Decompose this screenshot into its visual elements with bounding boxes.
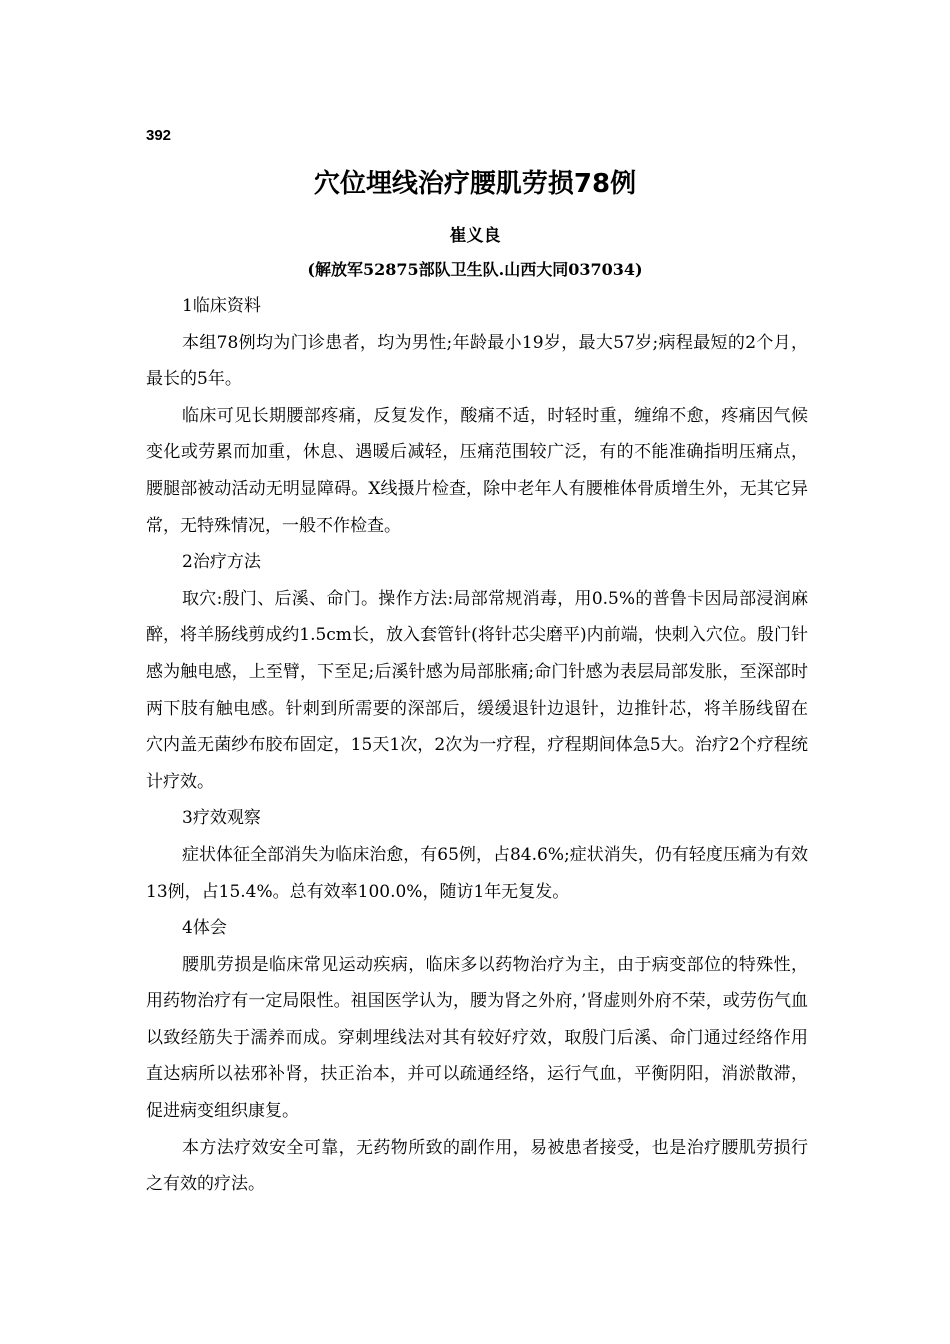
- paragraph: 临床可见长期腰部疼痛，反复发作，酸痛不适，时轻时重，缠绵不愈，疼痛因气候变化或劳累而加重，休息、遇暖后减轻，压痛范围较广泛，有的不能准确指明压痛点，腰腿部被动活动无明显障碍。X线摄片检查，除中老年人有腰椎体骨质增生外，无其它异常，无特殊情况，一般不作检查。: [146, 405, 808, 536]
- section-efficacy-observation: [146, 800, 808, 910]
- section-heading: 4体会: [182, 918, 227, 939]
- page-number: 392: [146, 127, 172, 144]
- section-discussion: [146, 910, 808, 1203]
- paragraph: 本方法疗效安全可靠，无药物所致的副作用，易被患者接受，也是治疗腰肌劳损行之有效的疗法。: [146, 1137, 808, 1195]
- paragraph: 取穴:殷门、后溪、命门。操作方法:局部常规消毒，用0.5%的普鲁卡因局部浸润麻醉，将羊肠线剪成约1.5cm长，放入套管针(将针芯尖磨平)内前端，快刺入穴位。殷门针感为触电感，上至臂，下至足;后溪针感为局部胀痛;命门针感为表层局部发胀，至深部时两下肢有触电感。针刺到所需要的深部后，缓缓退针边退针，边推针芯，将羊肠线留在穴内盖无菌纱布胶布固定，15天1次，2次为一疗程，疗程期间体急5大。治疗2个疗程统计疗效。: [146, 588, 808, 792]
- section-heading: 3疗效观察: [182, 808, 261, 829]
- section-clinical-data: [146, 288, 808, 544]
- article-body: [146, 288, 808, 1203]
- author-name: 崔义良: [449, 226, 501, 246]
- section-heading: 1临床资料: [182, 296, 261, 316]
- paragraph: 本组78例均为门诊患者，均为男性;年龄最小19岁，最大57岁;病程最短的2个月，最长的5年。: [146, 332, 808, 390]
- paragraph: 腰肌劳损是临床常见运动疾病，临床多以药物治疗为主，由于病变部位的特殊性，用药物治疗有一定局限性。祖国医学认为，腰为肾之外府，’肾虚则外府不荣，或劳伤气血以致经筋失于濡养而成。穿刺埋线法对其有较好疗效，取殷门后溪、命门通过经络作用直达病所以祛邪补肾，扶正治本，并可以疏通经络，运行气血，平衡阴阳，消淤散滞，促进病变组织康复。: [146, 954, 808, 1122]
- paragraph: 症状体征全部消失为临床治愈，有65例，占84.6%;症状消失，仍有轻度压痛为有效13例，占15.4%。总有效率100.0%，随访1年无复发。: [146, 844, 808, 902]
- author-affiliation: (解放军52875部队卫生队.山西大同037034): [307, 260, 643, 279]
- article-title: 穴位埋线治疗腰肌劳损78例: [313, 169, 637, 199]
- section-heading: 2治疗方法: [182, 552, 261, 573]
- section-treatment-method: [146, 544, 808, 800]
